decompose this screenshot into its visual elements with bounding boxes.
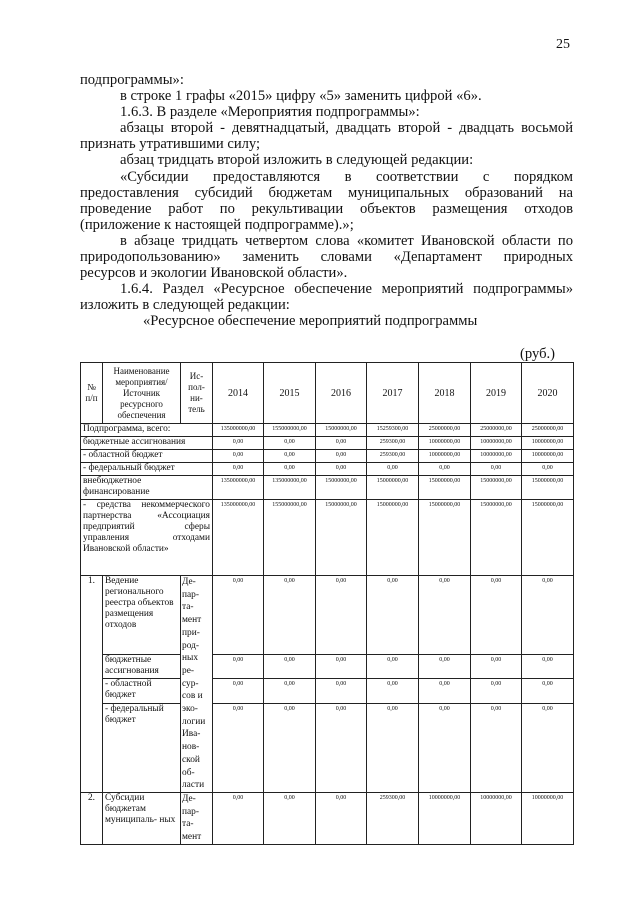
row-label: внебюджетное финансирование — [81, 476, 213, 500]
paragraph: признать утратившими силу; — [80, 136, 261, 152]
paragraph: абзацы второй - девятнадцатый, двадцать второй - двадцать восьмой — [120, 120, 573, 136]
value-cell: 259300,00 — [367, 437, 419, 450]
value-cell: 15259300,00 — [367, 424, 419, 437]
row-label: Субсидии бюджетам муниципаль- ных — [103, 792, 181, 844]
table-row — [81, 792, 574, 844]
table-row — [81, 463, 574, 476]
paragraph: «Ресурсное обеспечение мероприятий подпрограммы — [143, 313, 478, 329]
value-cell: 15000000,00 — [419, 500, 471, 576]
value-cell: 25000000,00 — [419, 424, 471, 437]
executor-cell: Де- пар- та- мент — [181, 792, 213, 844]
item-number: 1. — [81, 576, 103, 793]
row-label: - федеральный бюджет — [103, 704, 181, 793]
value-cell: 0,00 — [471, 704, 522, 793]
value-cell: 15000000,00 — [419, 476, 471, 500]
header-year: 2016 — [316, 363, 367, 424]
header-year: 2020 — [522, 363, 574, 424]
page-number: 25 — [556, 37, 570, 52]
value-cell: 15000000,00 — [316, 476, 367, 500]
value-cell: 0,00 — [419, 463, 471, 476]
value-cell: 0,00 — [367, 704, 419, 793]
value-cell: 0,00 — [522, 704, 574, 793]
value-cell: 0,00 — [264, 463, 316, 476]
value-cell: 0,00 — [419, 704, 471, 793]
value-cell: 15000000,00 — [471, 500, 522, 576]
paragraph: предоставления субсидий бюджетам муниципальных образований на — [80, 185, 573, 201]
value-cell: 0,00 — [213, 576, 264, 655]
value-cell: 0,00 — [522, 576, 574, 655]
value-cell: 15000000,00 — [316, 500, 367, 576]
paragraph: (приложение к настоящей подпрограмме).»; — [80, 217, 354, 233]
row-label: - федеральный бюджет — [81, 463, 213, 476]
paragraph: ресурсов и экологии Ивановской области». — [80, 265, 348, 281]
value-cell: 10000000,00 — [471, 450, 522, 463]
value-cell: 25000000,00 — [522, 424, 574, 437]
value-cell: 0,00 — [316, 437, 367, 450]
value-cell: 0,00 — [522, 654, 574, 679]
header-num: № п/п — [81, 363, 103, 424]
paragraph: абзац тридцать второй изложить в следующей редакции: — [120, 152, 474, 168]
value-cell: 0,00 — [522, 463, 574, 476]
value-cell: 10000000,00 — [419, 792, 471, 844]
value-cell: 0,00 — [471, 679, 522, 704]
paragraph: проведение работ по рекультивации объектов размещения отходов — [80, 201, 573, 217]
paragraph: «Субсидии предоставляются в соответствии с порядком — [120, 169, 573, 185]
table-row — [81, 654, 574, 679]
value-cell: 135000000,00 — [213, 500, 264, 576]
paragraph: 1.6.4. Раздел «Ресурсное обеспечение мероприятий подпрограммы» — [120, 281, 573, 297]
value-cell: 25000000,00 — [471, 424, 522, 437]
table-row — [81, 424, 574, 437]
value-cell: 135000000,00 — [213, 424, 264, 437]
value-cell: 0,00 — [316, 450, 367, 463]
value-cell: 0,00 — [213, 450, 264, 463]
paragraph: изложить в следующей редакции: — [80, 297, 290, 313]
row-label: - областной бюджет — [81, 450, 213, 463]
paragraph: 1.6.3. В разделе «Мероприятия подпрограммы»: — [120, 104, 420, 120]
table-row — [81, 679, 574, 704]
value-cell: 15000000,00 — [522, 500, 574, 576]
table-header-row — [81, 363, 574, 424]
value-cell: 0,00 — [264, 576, 316, 655]
value-cell: 0,00 — [264, 654, 316, 679]
value-cell: 15000000,00 — [367, 500, 419, 576]
value-cell: 0,00 — [419, 654, 471, 679]
value-cell: 0,00 — [213, 679, 264, 704]
paragraph: природопользованию» заменить словами «Департамент природных — [80, 249, 573, 265]
value-cell: 135000000,00 — [264, 476, 316, 500]
row-label: Ведение регионального реестра объектов размещения отходов — [103, 576, 181, 655]
value-cell: 155000000,00 — [264, 500, 316, 576]
value-cell: 0,00 — [419, 679, 471, 704]
row-label: бюджетные ассигнования — [81, 437, 213, 450]
value-cell: 0,00 — [213, 654, 264, 679]
unit-label: (руб.) — [520, 346, 556, 362]
value-cell: 0,00 — [213, 704, 264, 793]
table-row — [81, 437, 574, 450]
value-cell: 0,00 — [471, 576, 522, 655]
value-cell: 0,00 — [522, 679, 574, 704]
value-cell: 10000000,00 — [522, 450, 574, 463]
value-cell: 0,00 — [264, 704, 316, 793]
value-cell: 0,00 — [316, 704, 367, 793]
table-row — [81, 476, 574, 500]
header-year: 2018 — [419, 363, 471, 424]
table-row — [81, 576, 574, 655]
value-cell: 0,00 — [471, 463, 522, 476]
executor-cell: Де- пар- та- мент при- род- ных ре- сур- сов и эко- логии Ива- нов- ской об- ласти — [181, 576, 213, 793]
value-cell: 0,00 — [264, 792, 316, 844]
item-number: 2. — [81, 792, 103, 844]
value-cell: 0,00 — [264, 437, 316, 450]
header-year: 2015 — [264, 363, 316, 424]
value-cell: 0,00 — [367, 679, 419, 704]
value-cell: 0,00 — [367, 463, 419, 476]
value-cell: 10000000,00 — [419, 437, 471, 450]
value-cell: 0,00 — [213, 792, 264, 844]
value-cell: 0,00 — [264, 450, 316, 463]
value-cell: 0,00 — [367, 576, 419, 655]
value-cell: 10000000,00 — [522, 792, 574, 844]
value-cell: 155000000,00 — [264, 424, 316, 437]
value-cell: 259300,00 — [367, 450, 419, 463]
value-cell: 0,00 — [316, 463, 367, 476]
value-cell: 0,00 — [316, 576, 367, 655]
value-cell: 10000000,00 — [419, 450, 471, 463]
table-row — [81, 704, 574, 793]
paragraph: в абзаце тридцать четвертом слова «комитет Ивановской области по — [120, 233, 573, 249]
value-cell: 10000000,00 — [522, 437, 574, 450]
header-year: 2017 — [367, 363, 419, 424]
header-year: 2019 — [471, 363, 522, 424]
value-cell: 0,00 — [419, 576, 471, 655]
value-cell: 15000000,00 — [316, 424, 367, 437]
header-year: 2014 — [213, 363, 264, 424]
row-label: Подпрограмма, всего: — [81, 424, 213, 437]
value-cell: 0,00 — [316, 679, 367, 704]
value-cell: 10000000,00 — [471, 792, 522, 844]
header-executor: Ис- пол- ни- тель — [181, 363, 213, 424]
value-cell: 15000000,00 — [367, 476, 419, 500]
row-label: - областной бюджет — [103, 679, 181, 704]
value-cell: 0,00 — [213, 463, 264, 476]
value-cell: 0,00 — [471, 654, 522, 679]
row-label: бюджетные ассигнования — [103, 654, 181, 679]
paragraph: в строке 1 графы «2015» цифру «5» заменить цифрой «6». — [120, 88, 482, 104]
value-cell: 0,00 — [213, 437, 264, 450]
value-cell: 135000000,00 — [213, 476, 264, 500]
header-name: Наименование мероприятия/ Источник ресурсного обеспечения — [103, 363, 181, 424]
value-cell: 259300,00 — [367, 792, 419, 844]
value-cell: 0,00 — [316, 654, 367, 679]
resource-table — [80, 362, 574, 845]
value-cell: 0,00 — [264, 679, 316, 704]
row-label: - средства некоммерческого партнерства «Ассоциация предприятий сферы управления отходами Ивановской области» — [81, 500, 213, 576]
table-row — [81, 500, 574, 576]
value-cell: 10000000,00 — [471, 437, 522, 450]
paragraph: подпрограммы»: — [80, 72, 184, 88]
value-cell: 15000000,00 — [471, 476, 522, 500]
table-row — [81, 450, 574, 463]
value-cell: 15000000,00 — [522, 476, 574, 500]
value-cell: 0,00 — [316, 792, 367, 844]
value-cell: 0,00 — [367, 654, 419, 679]
